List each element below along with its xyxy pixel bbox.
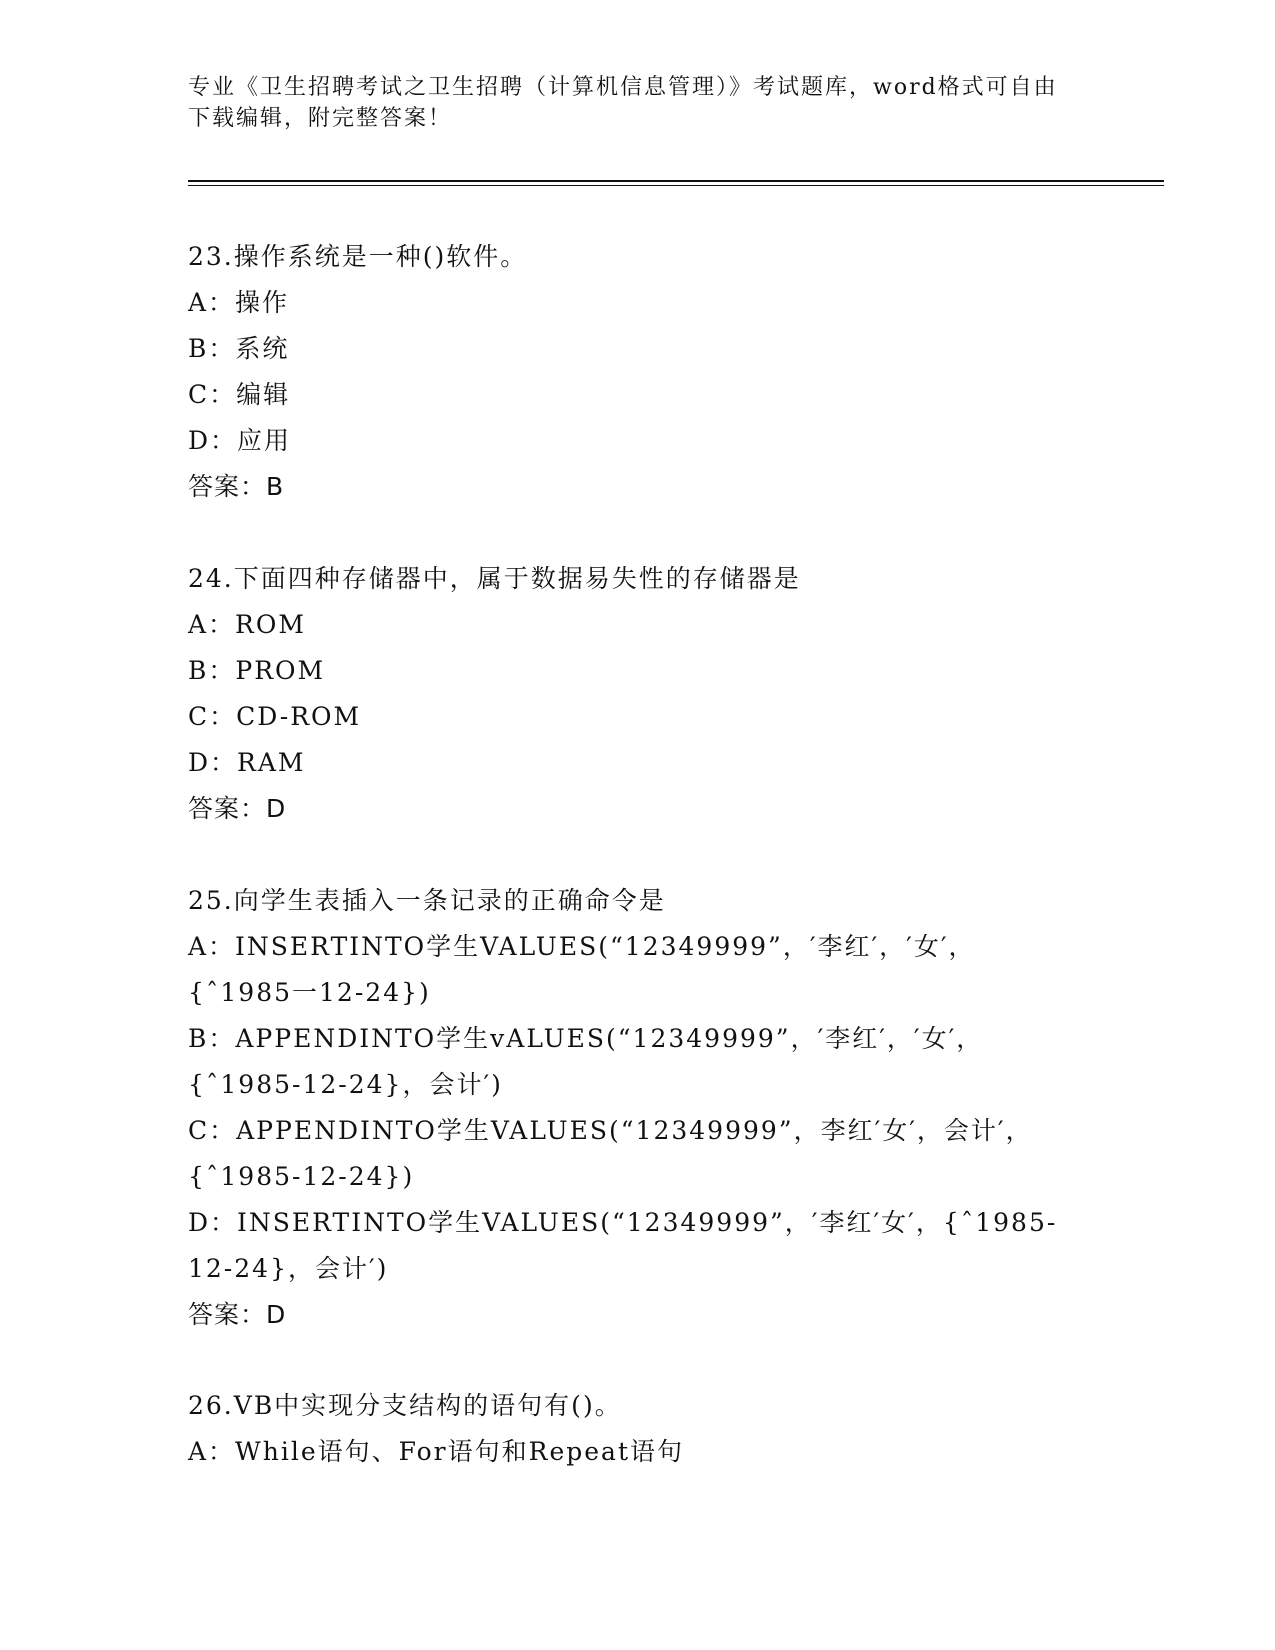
option-a: A：INSERTINTO学生VALUES(“12349999”，′李红′，′女′，{ˆ1985一12-24}) <box>188 932 976 1007</box>
option-c: C：CD-ROM <box>188 702 362 731</box>
option-a: A：While语句、For语句和Repeat语句 <box>188 1437 684 1466</box>
answer: 答案：D <box>188 794 287 823</box>
option-b: B：PROM <box>188 656 326 685</box>
option-a: A：ROM <box>188 610 306 639</box>
question-25 <box>188 878 1068 1338</box>
answer: 答案：D <box>188 1300 287 1329</box>
option-d: D：INSERTINTO学生VALUES(“12349999”，′李红′女′，{ˆ1985-12-24}，会计′) <box>188 1208 1058 1283</box>
question-title: 26.VB中实现分支结构的语句有()。 <box>188 1391 622 1420</box>
option-b: B：系统 <box>188 334 290 363</box>
answer: 答案：B <box>188 472 285 501</box>
option-d: D：RAM <box>188 748 306 777</box>
header-text: 专业《卫生招聘考试之卫生招聘（计算机信息管理）》考试题库，word格式可自由下载编辑，附完整答案！ <box>188 75 1058 131</box>
header-rule-thin <box>188 185 1164 186</box>
question-26 <box>188 1383 1068 1475</box>
option-b: B：APPENDINTO学生vALUES(“12349999”，′李红′，′女′，{ˆ1985-12-24}，会计′) <box>188 1024 984 1099</box>
option-c: C：APPENDINTO学生VALUES(“12349999”，李红′女′，会计′，{ˆ1985-12-24}) <box>188 1116 1033 1191</box>
question-title: 23.操作系统是一种()软件。 <box>188 242 528 271</box>
option-d: D：应用 <box>188 426 292 455</box>
question-title: 24.下面四种存储器中，属于数据易失性的存储器是 <box>188 564 801 593</box>
question-24 <box>188 556 1068 832</box>
option-c: C：编辑 <box>188 380 291 409</box>
question-title: 25.向学生表插入一条记录的正确命令是 <box>188 886 666 915</box>
question-23 <box>188 234 1068 510</box>
document-header <box>188 72 1068 134</box>
header-rule-thick <box>188 180 1164 182</box>
option-a: A：操作 <box>188 288 290 317</box>
